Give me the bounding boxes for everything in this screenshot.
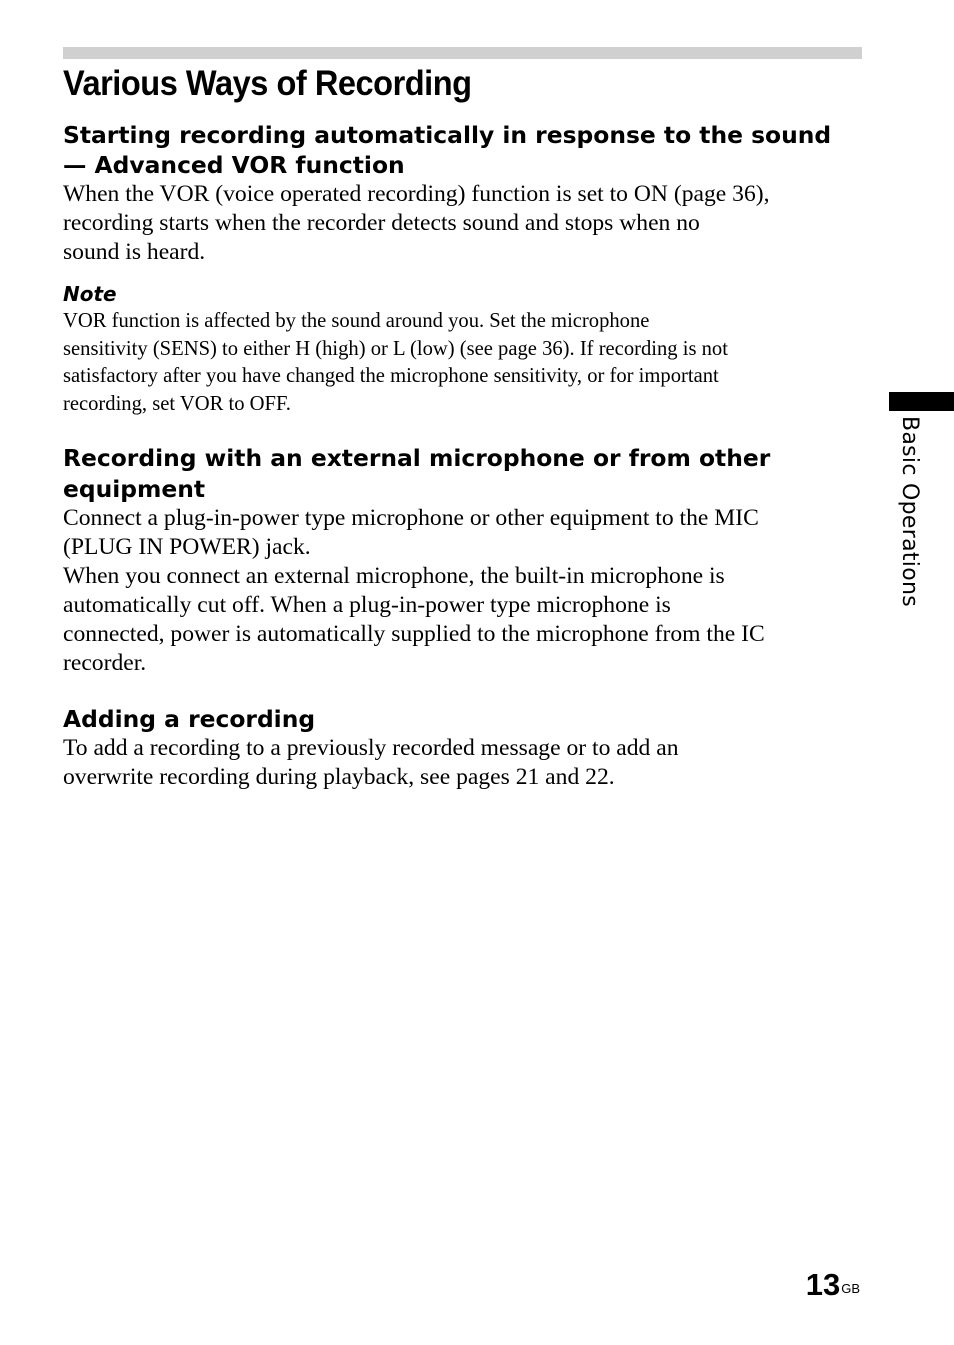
section-external-microphone: [63, 443, 863, 678]
note-text: [63, 308, 863, 418]
note-line: satisfactory after you have changed the microphone sensitivity, or for important: [63, 365, 719, 387]
heading-line: — Advanced VOR function: [63, 151, 405, 179]
body-line: To add a recording to a previously recorded message or to add an: [63, 735, 679, 761]
section-heading: [63, 120, 863, 181]
body-line: recorder.: [63, 650, 147, 676]
content: [63, 120, 863, 792]
top-rule: [63, 47, 862, 59]
body-line: sound is heard.: [63, 239, 206, 265]
page-number-suffix: GB: [841, 1281, 860, 1296]
note-line: VOR function is affected by the sound around you. Set the microphone: [63, 310, 650, 332]
body-line: When you connect an external microphone, the built-in microphone is: [63, 563, 725, 589]
page-title: Various Ways of Recording: [63, 64, 472, 103]
section-adding-recording: [63, 704, 863, 792]
chapter-side-label: Basic Operations: [897, 416, 922, 607]
page-number: [806, 1266, 860, 1304]
body-line: Connect a plug-in-power type microphone or other equipment to the MIC: [63, 505, 759, 531]
body-line: recording starts when the recorder detects sound and stops when no: [63, 210, 700, 236]
note-block: [63, 280, 863, 418]
chapter-tab-marker: [889, 392, 954, 411]
note-line: sensitivity (SENS) to either H (high) or L (low) (see page 36). If recording is not: [63, 337, 728, 360]
heading-line: Starting recording automatically in response to the sound: [63, 121, 832, 149]
heading-line: Adding a recording: [63, 705, 316, 733]
body-line: connected, power is automatically supplied to the microphone from the IC: [63, 621, 765, 647]
section-heading: [63, 443, 863, 505]
note-label: Note: [63, 282, 117, 306]
body-line: When the VOR (voice operated recording) function is set to ON (page 36),: [63, 181, 770, 207]
body-line: (PLUG IN POWER) jack.: [63, 534, 311, 560]
body-line: automatically cut off. When a plug-in-power type microphone is: [63, 592, 671, 618]
heading-line: equipment: [63, 475, 206, 503]
section-heading: [63, 704, 863, 735]
note-line: recording, set VOR to OFF.: [63, 392, 291, 415]
page-number-value: 13: [805, 1267, 841, 1302]
section-body: [63, 180, 863, 267]
section-advanced-vor: [63, 120, 863, 418]
heading-line: Recording with an external microphone or from other: [63, 444, 771, 472]
body-line: overwrite recording during playback, see pages 21 and 22.: [63, 764, 615, 790]
section-body: [63, 734, 863, 792]
section-body: [63, 504, 863, 678]
